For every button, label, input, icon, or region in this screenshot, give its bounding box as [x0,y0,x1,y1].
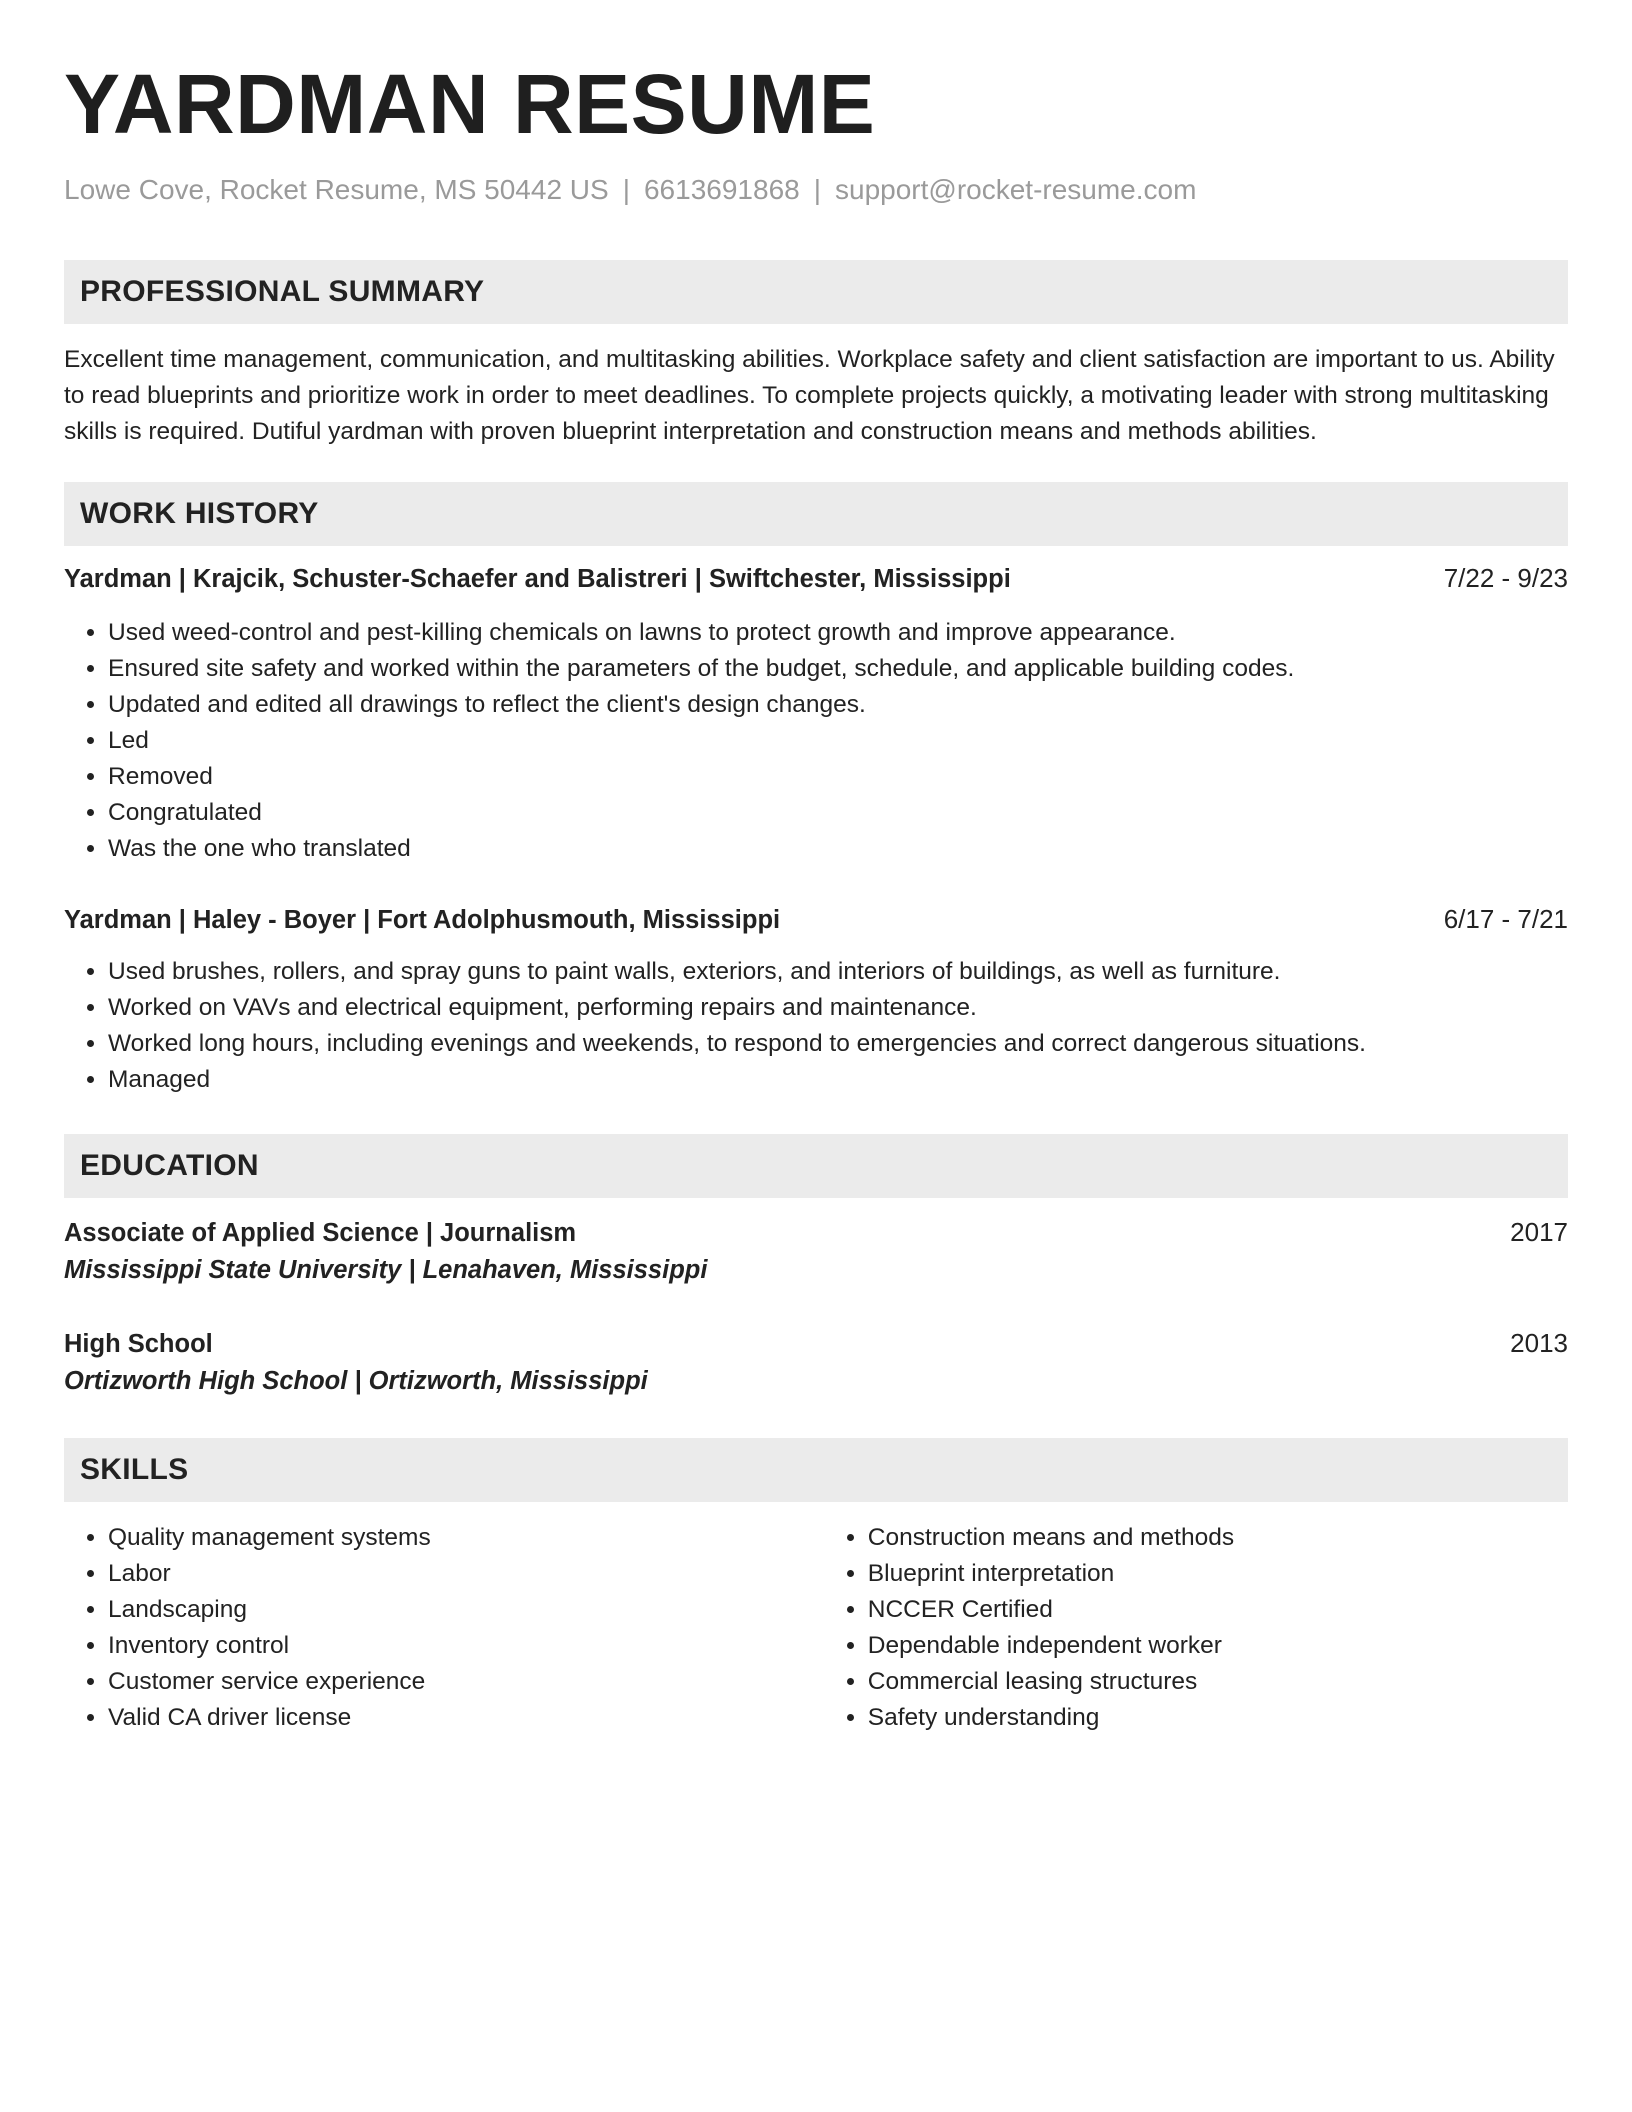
contact-address: Lowe Cove, Rocket Resume, MS 50442 US [64,174,609,205]
education-entry [64,1214,1568,1289]
section-header-skills: SKILLS [64,1438,1568,1502]
job-bullet: • Worked long hours, including evenings and weekends, to respond to emergencies and correct dangerous situations. [108,1026,1568,1062]
education-entry [64,1325,1568,1400]
skills-list-left [64,1520,824,1736]
job-bullet: • Congratulated [108,795,1568,831]
skill-item: • Inventory control [108,1628,824,1664]
education-year: 2017 [1510,1217,1568,1247]
job-title: Yardman | Krajcik, Schuster-Schaefer and Balistreri | Swiftchester, Mississippi [64,565,1011,593]
summary-text: Excellent time management, communication, and multitasking abilities. Workplace safety and client satisfaction are important to us. Ability to read blueprints and prioritize work in order to meet deadlines. To complete projects quickly, a motivating leader with strong multitasking skills is required. Dutiful yardman with proven blueprint interpretation and construction means and methods abilities. [64,346,1555,445]
skills-columns [64,1520,1568,1736]
job-title: Yardman | Haley - Boyer | Fort Adolphusmouth, Mississippi [64,906,781,934]
contact-line [64,172,1568,208]
skill-item: • Construction means and methods [868,1520,1568,1556]
education-school: Mississippi State University | Lenahaven, Mississippi [64,1256,708,1284]
contact-separator: | [622,174,630,205]
skill-item: • Landscaping [108,1592,824,1628]
education-header [64,1325,1568,1362]
education-school: Ortizworth High School | Ortizworth, Mississippi [64,1367,648,1395]
job-header [64,560,1568,597]
skill-item: • Labor [108,1556,824,1592]
education-header [64,1214,1568,1251]
job-dates: 7/22 - 9/23 [1443,563,1568,593]
section-header-work-history: WORK HISTORY [64,482,1568,546]
education-degree: High School [64,1330,213,1358]
skill-item: • Blueprint interpretation [868,1556,1568,1592]
skill-item: • Safety understanding [868,1700,1568,1736]
skill-item: • Quality management systems [108,1520,824,1556]
skill-item: • Customer service experience [108,1664,824,1700]
job-header [64,901,1568,938]
job-entry [64,560,1568,867]
skill-item: • NCCER Certified [868,1592,1568,1628]
skill-item: • Valid CA driver license [108,1700,824,1736]
contact-separator: | [813,174,821,205]
job-bullet: • Managed [108,1062,1568,1098]
job-entry [64,901,1568,1098]
job-bullet: • Led [108,723,1568,759]
job-bullet: • Worked on VAVs and electrical equipment, performing repairs and maintenance. [108,990,1568,1026]
education-degree: Associate of Applied Science | Journalism [64,1219,577,1247]
job-bullet: • Ensured site safety and worked within the parameters of the budget, schedule, and applicable building codes. [108,651,1568,687]
contact-email: support@rocket-resume.com [835,174,1197,205]
resume-title: YARDMAN RESUME [64,57,876,151]
skill-item: • Dependable independent worker [868,1628,1568,1664]
skill-item: • Commercial leasing structures [868,1664,1568,1700]
section-header-education: EDUCATION [64,1134,1568,1198]
job-dates: 6/17 - 7/21 [1443,904,1568,934]
education-year: 2013 [1510,1328,1568,1358]
job-bullet: • Used brushes, rollers, and spray guns to paint walls, exteriors, and interiors of buildings, as well as furniture. [108,954,1568,990]
job-bullet: • Removed [108,759,1568,795]
job-bullet: • Updated and edited all drawings to reflect the client's design changes. [108,687,1568,723]
job-bullet-list [64,615,1568,867]
skills-list-right [824,1520,1568,1736]
job-bullet: • Was the one who translated [108,831,1568,867]
job-bullet: • Used weed-control and pest-killing chemicals on lawns to protect growth and improve appearance. [108,615,1568,651]
job-bullet-list [64,954,1568,1098]
section-header-summary: PROFESSIONAL SUMMARY [64,260,1568,324]
contact-phone: 6613691868 [643,174,800,205]
